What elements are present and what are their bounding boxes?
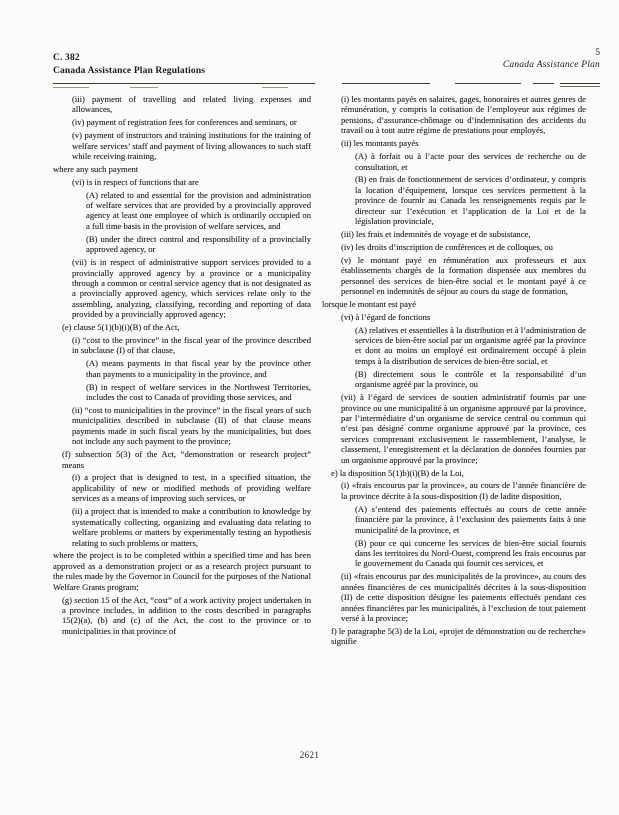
paragraph: (i) «frais encourus par la province», au cours de l’année financière de la province décrite à la sous-disposition (I) de ladite disposition, — [341, 480, 586, 501]
running-title: Canada Assistance Plan — [502, 60, 600, 70]
header-rule-artifact — [53, 87, 89, 88]
paragraph: (v) le montant payé en rémunération aux professeurs et aux établissements chargés de la formation dispensée aux membres du personnel des services de bien-être social et le montant payé à ce personnel en indemnités de séjour au cours du stage de formation, — [341, 254, 586, 297]
paragraph: (ii) «frais encourus par des municipalités de la province», au cours des années financières de ces municipalités décrites à la sous-disposition (II) de cette disposition désigne les paiements effectués pendant ces années financières par les municipalités, à l’exclusion de tout paiement versé à la province; — [341, 571, 586, 624]
regulation-title: Canada Assistance Plan Regulations — [53, 65, 206, 76]
paragraph: f) le paragraphe 5(3) de la Loi, «projet de démonstration ou de recherche» signifie — [331, 625, 586, 647]
header-rule-artifact — [130, 87, 158, 88]
header-rule-artifact — [560, 86, 600, 87]
paragraph: (A) s’entend des paiements effectués au cours de cette année financière par la province, à l’exclusion des paiements faits à une municipalité de la province, et — [355, 503, 586, 535]
paragraph: lorsque le montant est payé — [322, 298, 417, 309]
paragraph: (iv) les droits d’inscription de conférences et de colloques, ou — [341, 241, 553, 252]
header-rule-segment — [455, 83, 521, 84]
paragraph: (iv) payment of registration fees for conferences and seminars, or — [72, 117, 297, 128]
footer-page-number: 2621 — [299, 750, 320, 760]
paragraph: (vii) is in respect of administrative support services provided to a provincially approved agency by a province or a municipality through a common or central service agency that is not designated as a provincially approved agency, which services relate only to the assembling, analyzing, classifying, recording and reporting of data provided by a provincially approved agency; — [72, 257, 311, 320]
paragraph: (i) “cost to the province” in the fiscal year of the province described in subclause (I) of that clause, — [72, 335, 311, 356]
chapter-number: C. 382 — [53, 53, 80, 63]
paragraph: (vii) à l’égard de services de soutien administratif fournis par une province ou une municipalité à un organisme approuvé par la province, par l’intermédiaire d’un organisme de service central ou commun qui n’est pas désigné comme organisme approuvé par la province, ces services comprenant exclusivement le rassemblement, l’analyse, le classement, l’enregistrement et la déclaration de données fournies par un organisme approuvé par la province; — [341, 392, 586, 465]
header-rule-segment — [342, 83, 430, 84]
header-rule-segment — [533, 83, 554, 84]
paragraph: (vi) is in respect of functions that are — [72, 176, 199, 187]
paragraph: (B) in respect of welfare services in the Northwest Territories, includes the cost to Canada of providing those services, and — [86, 381, 311, 403]
paragraph: (e) clause 5(1)(b)(i)(B) of the Act, — [62, 322, 180, 333]
paragraph: (v) payment of instructors and training institutions for the training of welfare services’ staff and payment of living allowances to such staff while receiving training, — [72, 130, 311, 162]
paragraph: (ii) a project that is intended to make a contribution to knowledge by systematically collecting, organizing and evaluating data relating to welfare problems or matters by experimentally testing an hypothesis relating to such problems or matters, — [72, 506, 311, 548]
header-left — [53, 52, 205, 77]
paragraph: (A) related to and essential for the provision and administration of welfare services that are provided by a provincially approved agency at least one employee of which is ordinarily occupied on a full time basis in the provision of welfare services, and — [86, 189, 311, 231]
header-page-number: 5 — [595, 47, 600, 57]
paragraph: (A) means payments in that fiscal year by the province other than payments to a municipality in the province, and — [86, 358, 311, 379]
paragraph: (A) à forfait ou à l’acte pour des services de recherche ou de consultation, et — [355, 151, 586, 172]
paragraph: (ii) “cost to municipalities in the province” in the fiscal years of such municipalities described in subclause (II) of that clause means payments made in such fiscal years by the municipalities, but does not include any such payment to the province; — [72, 404, 311, 447]
header-right — [503, 47, 600, 71]
paragraph: (vi) à l’égard de fonctions — [341, 311, 431, 322]
header-rule-segment — [53, 83, 315, 84]
english-column — [53, 94, 311, 639]
paragraph: e) la disposition 5(1)b)(i)(B) de la Loi, — [331, 467, 464, 478]
paragraph: (iii) payment of travelling and related living expenses and allowances, — [72, 94, 311, 115]
paragraph: (i) les montants payés en salaires, gages, honoraires et autres genres de rémunération, y compris la cotisation de l’employeur aux régimes de pensions, d’assurance-chômage ou d’indemnisation des accidents du travail ou à tout autre régime de prestations pour employés, — [341, 94, 586, 136]
paragraph: (B) en frais de fonctionnement de services d’ordinateur, y compris la location d’équipement, lorsque ces services permettent à la province de fournir au Canada les renseignements requis par le directeur sur l’exécution et l’application de la Loi et de la législation provinciale, — [355, 174, 586, 227]
paragraph: (iii) les frais et indemnités de voyage et de subsistance, — [341, 229, 531, 239]
paragraph: (B) directement sous le contrôle et la responsabilité d’un organisme agréé par la province, ou — [355, 368, 586, 390]
header-rule-artifact — [262, 87, 288, 88]
paragraph: where the project is to be completed within a specified time and has been approved as a demonstration project or as a research project pursuant to the rules made by the Governor in Council for the purposes of the National Welfare Grants program; — [53, 550, 311, 592]
paragraph: where any such payment — [53, 163, 139, 174]
paragraph: (A) relatives et essentielles à la distribution et à l’administration de services de bien-être social par un organisme agréé par la province et dont au moins un employé est ordinairement occupé à plein temps à la distribution de services de bien-être social, et — [355, 324, 586, 366]
paragraph: (B) under the direct control and responsibility of a provincially approved agency, or — [86, 233, 311, 255]
paragraph: (i) a project that is designed to test, in a specified situation, the applicability of new or modified methods of providing welfare services as a means of improving such services, or — [72, 472, 311, 504]
header-rule-segment — [560, 83, 600, 84]
paragraph: (g) section 15 of the Act, “cost” of a work activity project undertaken in a province includes, in addition to the costs described in paragraphs 15(2)(a), (b) and (c) of the Act, the cost to the province or to municipalities in that province of — [62, 594, 311, 636]
paragraph: (B) pour ce qui concerne les services de bien-être social fournis dans les territoires du Nord-Ouest, comprend les frais encourus par le gouvernement du Canada qui fournit ces services, et — [355, 537, 586, 569]
paragraph: (f) subsection 5(3) of the Act, “demonstration or research project” means — [62, 449, 311, 470]
paragraph: (ii) les montants payés — [341, 138, 419, 149]
french-column — [322, 94, 586, 649]
